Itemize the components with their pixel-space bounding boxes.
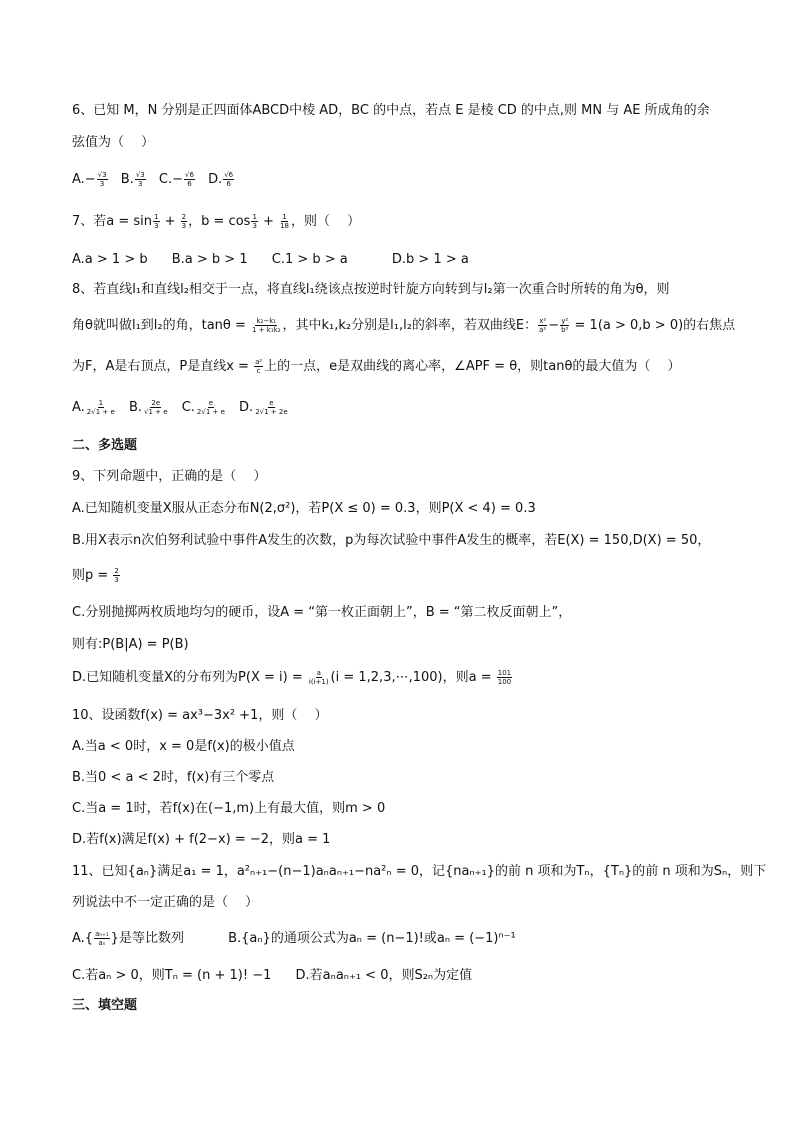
q8-option-c: C. $\frac{e}{2√1 + e}$ bbox=[181, 399, 225, 416]
q10-option-c: C.当a = 1时，若f(x)在(−1,m)上有最大值，则m > 0 bbox=[72, 801, 386, 816]
q6-options bbox=[72, 170, 235, 190]
section-heading-fill-in-blank: 三、填空题 bbox=[72, 998, 138, 1013]
q7-option-d: D.b > 1 > a bbox=[391, 252, 469, 267]
q7-options bbox=[72, 250, 469, 270]
q10-option-b: B.当0 < a < 2时，f(x)有三个零点 bbox=[72, 770, 275, 785]
q11-stem-line1: 11、已知{aₙ}满足a₁ = 1，a²ₙ₊₁−(n−1)aₙaₙ₊₁−na²ₙ = 0，记{naₙ₊₁}的前 n 项和为Tₙ，{Tₙ}的前 n 项和为Sₙ，则下 bbox=[72, 864, 767, 879]
q10-option-d: D.若f(x)满足f(x) + f(2−x) = −2，则a = 1 bbox=[72, 832, 331, 847]
q10-stem: 10、设函数f(x) = ax³−3x² +1，则（ ） bbox=[72, 708, 328, 723]
q8-options bbox=[72, 398, 290, 418]
q9-stem: 9、下列命题中，正确的是（ ） bbox=[72, 469, 267, 484]
q9-option-a: A.已知随机变量X服从正态分布N(2,σ²)，若P(X ≤ 0) = 0.3，则P(X < 4) = 0.3 bbox=[72, 501, 536, 516]
q11-option-c: C.若aₙ > 0，则Tₙ = (n + 1)! −1 bbox=[72, 968, 272, 983]
q11-option-a: A.{ $\frac{\text{aₙ₊₁}}{\text{aₙ}}$ }是等比数列 bbox=[72, 930, 184, 947]
q7-option-a: A.a > 1 > b bbox=[72, 252, 148, 267]
q11-option-b: B.{aₙ}的通项公式为aₙ = (n−1)!或aₙ = (−1)ⁿ⁻¹ bbox=[228, 931, 516, 946]
q6-option-c: C.− $\frac{√6}{6}$ bbox=[158, 171, 194, 188]
q7-stem: 7、若a = sin $\frac{1}{3}$ + $\frac{2}{3}$ ，b = cos $\frac{1}{3}$ + $\frac{1}{18}$ ，则（ ） bbox=[72, 213, 361, 230]
q7-option-c: C.1 > b > a bbox=[271, 252, 348, 267]
q6-option-d: D. $\frac{√6}{6}$ bbox=[208, 171, 234, 188]
q8-stem-line2: 角θ就叫做l₁到l₂的角，tanθ = $\frac{\text{k₂−k₁}}{\text{1 + k₁k₂}}$ ，其中k₁,k₂分别是l₁,l₂的斜率，若双曲线E： $\frac{\text{x²}}{\text{a²}}$ − $\frac{\text{y²}}{\text{b²}}$ = 1(a > 0,b > 0)的右焦点 bbox=[72, 317, 736, 334]
q6-option-b: B. $\frac{√3}{3}$ bbox=[120, 171, 145, 188]
q9-option-b: B.用X表示n次伯努利试验中事件A发生的次数，p为每次试验中事件A发生的概率，若E(X) = 150,D(X) = 50， bbox=[72, 533, 711, 548]
q8-option-a: A. $\frac{1}{2√1 + e}$ bbox=[72, 399, 115, 416]
q7-option-b: B.a > b > 1 bbox=[171, 252, 248, 267]
q6-stem-line2: 弦值为（ ） bbox=[72, 135, 155, 150]
section-heading-multiple-choice: 二、多选题 bbox=[72, 438, 138, 453]
q6-stem-line1: 6、已知 M，N 分别是正四面体ABCD中棱 AD，BC 的中点，若点 E 是棱 CD 的中点,则 MN 与 AE 所成角的余 bbox=[72, 103, 710, 118]
q11-option-d: D.若aₙaₙ₊₁ < 0，则S₂ₙ为定值 bbox=[295, 968, 473, 983]
q8-option-d: D. $\frac{e}{2√1 + 2e}$ bbox=[239, 399, 288, 416]
q8-option-b: B. $\frac{2e}{√1 + e}$ bbox=[128, 399, 168, 416]
q6-option-a: A.− $\frac{√3}{3}$ bbox=[72, 171, 107, 188]
q9-option-d: D.已知随机变量X的分布列为P(X = i) = $\frac{a}{i(i+1)}$ (i = 1,2,3,⋯,100)，则a = $\frac{101}{100}$ bbox=[72, 669, 512, 686]
q8-stem-line3: 为F，A是右顶点，P是直线x = $\frac{\text{a²}}{c}$ 上的一点，e是双曲线的离心率，∠APF = θ，则tanθ的最大值为（ ） bbox=[72, 358, 681, 375]
q10-option-a: A.当a < 0时，x = 0是f(x)的极小值点 bbox=[72, 739, 295, 754]
q11-options-cd bbox=[72, 966, 472, 986]
q11-stem-line2: 列说法中不一定正确的是（ ） bbox=[72, 895, 259, 910]
q9-option-c: C.分别抛掷两枚质地均匀的硬币，设A = “第一枚正面朝上”，B = “第二枚反面朝上”， bbox=[72, 605, 572, 620]
q8-stem-line1: 8、若直线l₁和直线l₂相交于一点，将直线l₁绕该点按逆时针旋方向转到与l₂第一次重合时所转的角为θ，则 bbox=[72, 282, 670, 297]
q9-option-b-cont: 则p = $\frac{2}{3}$ bbox=[72, 567, 119, 584]
q11-options-ab bbox=[72, 929, 516, 949]
q9-option-c-cont: 则有:P(B|A) = P(B) bbox=[72, 637, 189, 652]
